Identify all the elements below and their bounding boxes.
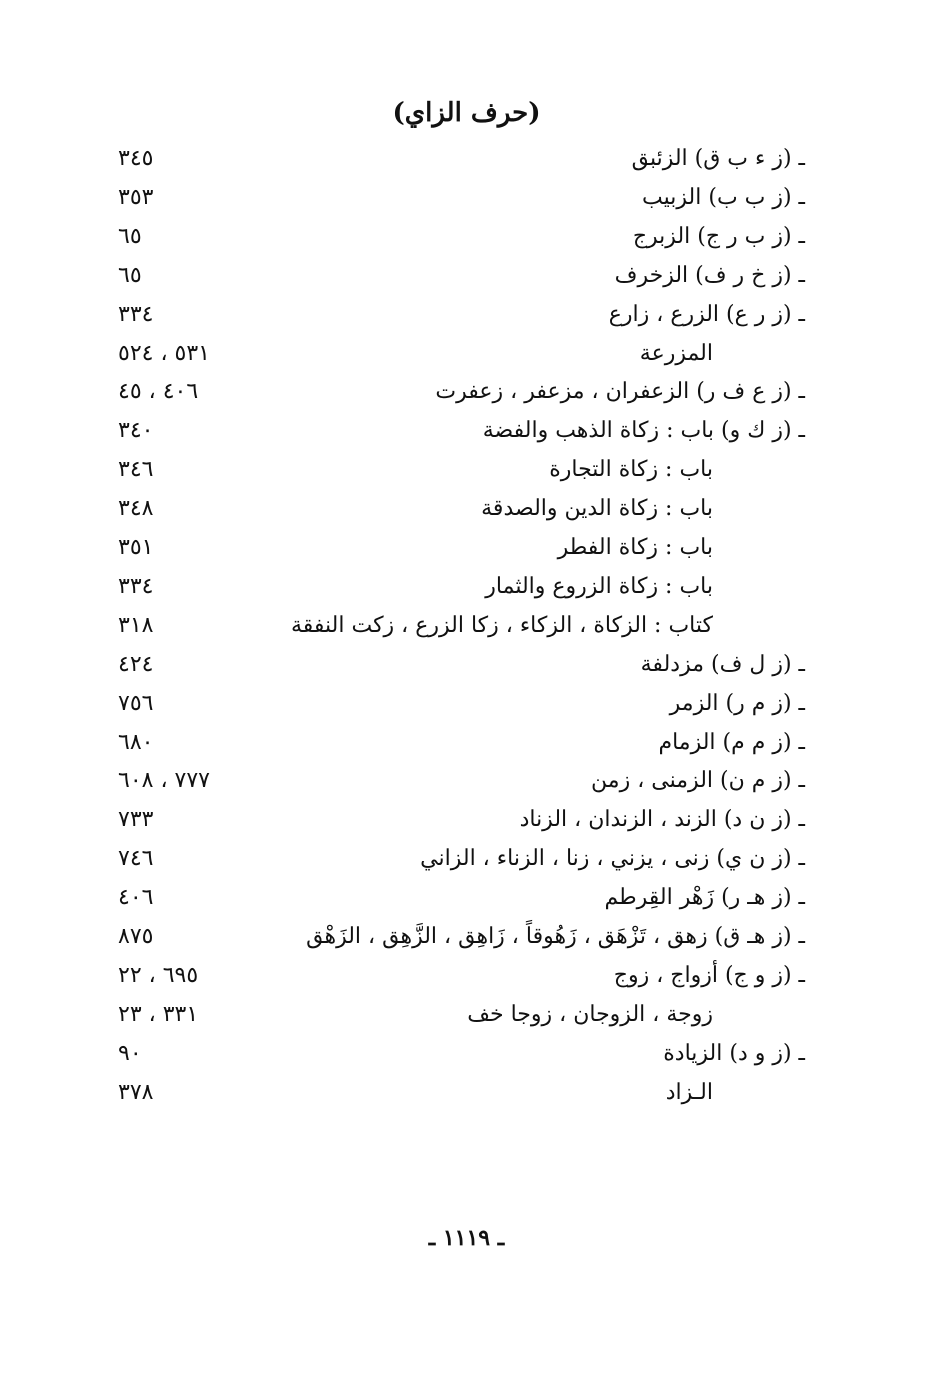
- entry-text: ـ (ز هـ ر) زَهْر القِرطم: [604, 885, 805, 911]
- index-entry: [0, 451, 933, 489]
- entry-text: ـ (ز هـ ق) زهق ، تَزْهَق ، زَهُوقاً ، زَاهِق ، الزَّهِق ، الزَهْق: [306, 924, 805, 949]
- entry-text: زوجة ، الزوجان ، زوجا خف: [467, 1001, 713, 1027]
- index-entry: [0, 218, 933, 256]
- entry-text: ـ (ز ن ي) زنى ، يزني ، زنا ، الزناء ، الزاني: [420, 846, 805, 872]
- entry-text: ـ (ز ء ب ق) الزئبق: [631, 146, 805, 171]
- index-entry: [0, 373, 933, 411]
- entry-text: باب : زكاة الزروع والثمار: [485, 573, 713, 599]
- entry-text: باب : زكاة الدين والصدقة: [481, 496, 713, 522]
- index-entry: [0, 1035, 933, 1073]
- entry-pages: ٣٣٤: [118, 301, 154, 327]
- index-entry: [0, 179, 933, 217]
- index-entry: [0, 140, 933, 178]
- entry-pages: ٦٥: [118, 223, 142, 249]
- index-entry: [0, 957, 933, 995]
- entry-pages: ٣١٨: [118, 612, 154, 638]
- entry-pages: ٣٥٣: [118, 184, 154, 210]
- entry-pages: ٧٥٦: [118, 690, 154, 716]
- entry-pages: ٣٤٥: [118, 146, 154, 171]
- entry-pages: ٦٩٥ ، ٢٢: [118, 962, 199, 988]
- entry-pages: ٩٠: [118, 1040, 142, 1066]
- entry-text: ـ (ز ر ع) الزرع ، زارع: [608, 301, 805, 327]
- entry-text: كتاب : الزكاة ، الزكاء ، زكا الزرع ، زكت النفقة: [290, 612, 713, 638]
- entry-pages: ٣٤٦: [118, 457, 154, 483]
- index-entry: [0, 918, 933, 956]
- section-title: (حرف الزاي): [392, 98, 541, 128]
- entry-text: ـ (ز و ج) أزواج ، زوج: [613, 962, 805, 988]
- entry-pages: ٣٧٨: [118, 1079, 154, 1105]
- entry-pages: ٧٤٦: [118, 846, 154, 872]
- entry-text: ـ (ز خ ر ف) الزخرف: [614, 262, 805, 288]
- index-entry: [0, 490, 933, 528]
- index-entry: [0, 568, 933, 606]
- index-entry: [0, 724, 933, 762]
- index-entry: [0, 762, 933, 800]
- index-entry: [0, 607, 933, 645]
- entry-text: الـزاد: [665, 1079, 713, 1105]
- entry-pages: ٧٣٣: [118, 807, 154, 833]
- entry-pages: ٤٠٦ ، ٤٥: [118, 379, 199, 405]
- entry-pages: ٣٣٤: [118, 573, 154, 599]
- entry-pages: ٦٨٠: [118, 729, 154, 755]
- entry-pages: ٣٤٠: [118, 418, 154, 444]
- entry-text: ـ (ز ع ف ر) الزعفران ، مزعفر ، زعفرت: [435, 379, 805, 405]
- entry-text: باب : زكاة الفطر: [557, 535, 713, 560]
- entry-pages: ٤٢٤: [118, 651, 154, 677]
- page-number: ـ ١١١٩ ـ: [428, 1225, 505, 1251]
- entry-pages: ٤٠٦: [118, 885, 154, 911]
- index-entry: [0, 801, 933, 839]
- index-entry: [0, 296, 933, 334]
- index-entry: [0, 257, 933, 295]
- entry-pages: ٣٤٨: [118, 496, 154, 522]
- entry-text: ـ (ز ل ف) مزدلفة: [640, 651, 805, 677]
- entry-pages: ٧٧٧ ، ٦٠٨: [118, 768, 210, 794]
- index-entry: [0, 646, 933, 684]
- entry-text: ـ (ز ك و) باب : زكاة الذهب والفضة: [482, 418, 805, 444]
- entry-pages: ٣٥١: [118, 535, 154, 560]
- entry-pages: ٨٧٥: [118, 924, 154, 949]
- entry-text: ـ (ز ب ر ج) الزبرج: [632, 223, 805, 249]
- entry-text: ـ (ز و د) الزيادة: [663, 1040, 805, 1066]
- entry-text: ـ (ز م ر) الزمر: [669, 690, 805, 716]
- index-entry: [0, 529, 933, 567]
- index-entry: [0, 996, 933, 1034]
- index-entry: [0, 335, 933, 373]
- entry-text: ـ (ز ن د) الزند ، الزندان ، الزناد: [519, 807, 805, 833]
- index-entry: [0, 685, 933, 723]
- entry-text: ـ (ز م ن) الزمنى ، زمن: [591, 768, 805, 794]
- entry-pages: ٥٣١ ، ٥٢٤: [118, 340, 210, 366]
- entry-text: المزرعة: [639, 340, 713, 366]
- entry-text: ـ (ز م م) الزمام: [658, 729, 805, 755]
- entry-text: باب : زكاة التجارة: [549, 457, 713, 483]
- index-entry: [0, 1074, 933, 1112]
- entry-pages: ٣٣١ ، ٢٣: [118, 1001, 199, 1027]
- entry-pages: ٦٥: [118, 262, 142, 288]
- entry-text: ـ (ز ب ب) الزبيب: [642, 184, 805, 210]
- index-entry: [0, 879, 933, 917]
- index-entry: [0, 412, 933, 450]
- index-entry: [0, 840, 933, 878]
